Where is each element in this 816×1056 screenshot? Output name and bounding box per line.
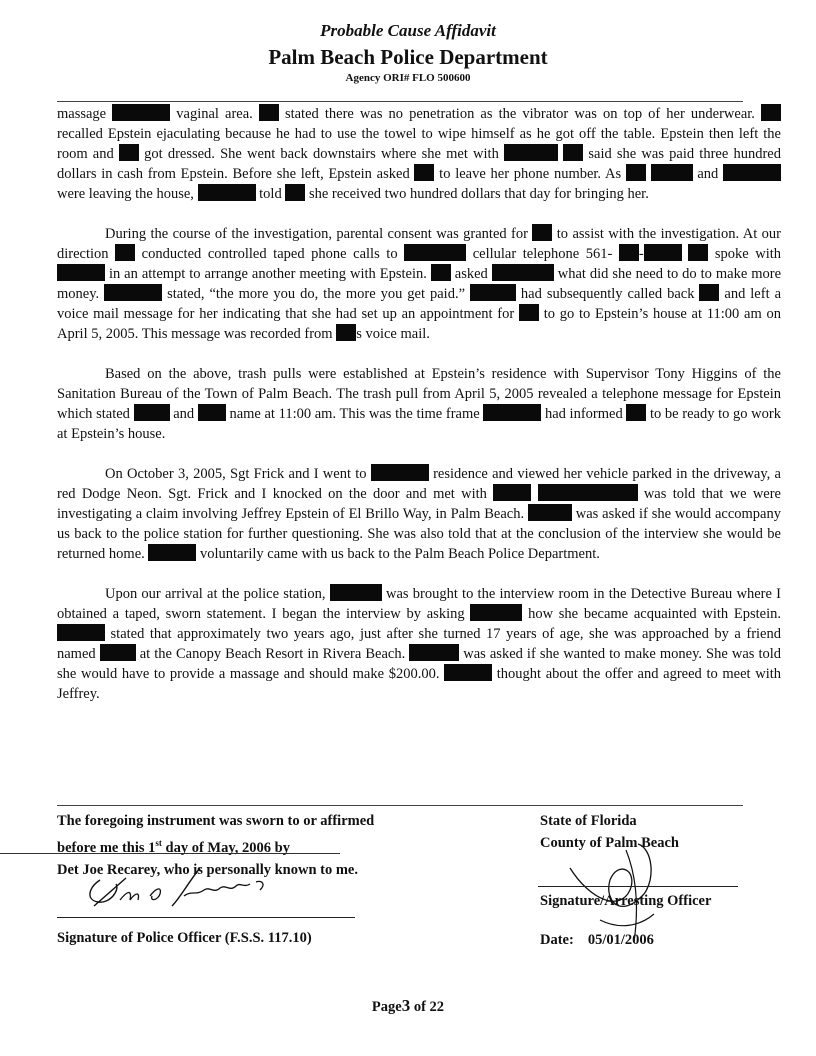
sworn-line-1: The foregoing instrument was sworn to or affirmed bbox=[57, 813, 375, 829]
body-paragraph bbox=[57, 104, 781, 204]
paragraph-text: was asked if she wanted to make money. She was told she would have to provide a massage and should make $200.00. bbox=[57, 646, 781, 682]
redaction-box bbox=[504, 144, 558, 161]
paragraph-text: residence and viewed her vehicle parked in the driveway, a red Dodge Neon. Sgt. Frick and I knocked on the door and met with bbox=[57, 466, 781, 502]
redaction-box bbox=[619, 244, 639, 261]
paragraph-text: got dressed. She went back downstairs where she met with bbox=[138, 146, 504, 162]
paragraph-text: Based on the above, trash pulls were established at Epstein’s residence with Supervisor Tony Higgins of the Sanitation Bureau of the Town of Palm Beach. The trash pull from April 5, 2005 revealed a telephone message for Epstein which stated bbox=[57, 366, 781, 422]
department-title: Palm Beach Police Department bbox=[268, 45, 548, 69]
date-label: Date: bbox=[540, 932, 574, 948]
redaction-box bbox=[519, 304, 539, 321]
paragraph-text: said she was paid three hundred dollars in cash from Epstein. Before she left, Epstein asked bbox=[57, 146, 781, 182]
redaction-box bbox=[699, 284, 719, 301]
redaction-box bbox=[285, 184, 305, 201]
redaction-box bbox=[688, 244, 708, 261]
redaction-box bbox=[100, 644, 136, 661]
date-row bbox=[540, 932, 654, 949]
redaction-box bbox=[115, 244, 135, 261]
body-paragraph bbox=[57, 224, 781, 344]
redaction-box bbox=[492, 264, 554, 281]
redaction-box bbox=[104, 284, 162, 301]
date-value: 05/01/2006 bbox=[587, 932, 654, 948]
paragraph-text: to go to Epstein’s house at 11:00 am on April 5, 2005. This message was recorded from bbox=[57, 306, 781, 342]
paragraph-text: told bbox=[255, 186, 286, 202]
paragraph-text: to be ready to go work at Epstein’s house. bbox=[57, 406, 781, 442]
paragraph-text: Upon our arrival at the police station, bbox=[105, 586, 330, 602]
redaction-box bbox=[532, 224, 552, 241]
redaction-box bbox=[409, 644, 459, 661]
paragraph-text: what did she need to do to make more money. bbox=[57, 266, 782, 302]
redaction-box bbox=[414, 164, 434, 181]
paragraph-text: stated, “the more you do, the more you get paid.” bbox=[162, 286, 470, 302]
paragraph-text: she received two hundred dollars that day for bringing her. bbox=[305, 186, 649, 202]
redaction-box bbox=[493, 484, 531, 501]
redaction-box bbox=[626, 164, 646, 181]
redaction-box bbox=[330, 584, 382, 601]
paragraph-text: On October 3, 2005, Sgt Frick and I went to bbox=[105, 466, 371, 482]
county-label: County of Palm Beach bbox=[540, 835, 679, 851]
agency-ori: Agency ORI# FLO 500600 bbox=[345, 72, 471, 84]
paragraph-text: and left a voice mail message for her indicating that she had set up an appointment for bbox=[57, 286, 782, 322]
redaction-box bbox=[470, 284, 516, 301]
redaction-box bbox=[198, 404, 226, 421]
redaction-box bbox=[371, 464, 429, 481]
redaction-box bbox=[644, 244, 682, 261]
paragraph-text: recalled Epstein ejaculating because he had to use the towel to wipe himself as he got off the table. Epstein then left the room and bbox=[57, 126, 781, 162]
body-paragraph bbox=[57, 464, 781, 564]
paragraph-text: how she became acquainted with Epstein. bbox=[522, 606, 781, 622]
redaction-box bbox=[57, 264, 105, 281]
state-label: State of Florida bbox=[540, 813, 637, 829]
redaction-box bbox=[431, 264, 451, 281]
redaction-box bbox=[470, 604, 522, 621]
paragraph-text: stated there was no penetration as the vibrator was on top of her underwear. bbox=[278, 106, 761, 122]
document-subtitle: Probable Cause Affidavit bbox=[320, 21, 496, 40]
affidavit-body bbox=[57, 104, 781, 704]
paragraph-text: name at 11:00 am. This was the time frame bbox=[225, 406, 484, 422]
redaction-box bbox=[528, 504, 572, 521]
paragraph-text bbox=[682, 246, 689, 262]
paragraph-text: asked bbox=[450, 266, 492, 282]
paragraph-text: and bbox=[692, 166, 724, 182]
sworn-line-3: Det Joe Recarey, who is personally known to me. bbox=[57, 861, 358, 878]
redaction-box bbox=[444, 664, 492, 681]
redaction-box bbox=[336, 324, 356, 341]
paragraph-text: conducted controlled taped phone calls to bbox=[135, 246, 405, 262]
sworn-line-2: before me this 1st day of May, 2006 by bbox=[57, 838, 290, 856]
paragraph-text: was told that we were investigating a claim involving Jeffrey Epstein of El Brillo Way, in Palm Beach. bbox=[57, 486, 781, 522]
redaction-box bbox=[761, 104, 781, 121]
paragraph-text: was asked if she would accompany us back to the police station for further questioning. She was also told that at the conclusion of the interview she would be returned home. bbox=[57, 506, 781, 562]
redaction-box bbox=[119, 144, 139, 161]
paragraph-text: - bbox=[638, 246, 644, 262]
document-header bbox=[0, 20, 816, 85]
paragraph-text: During the course of the investigation, parental consent was granted for bbox=[105, 226, 533, 242]
paragraph-text: thought about the offer and agreed to meet with Jeffrey. bbox=[57, 666, 782, 702]
arresting-officer-label: Signature/Arresting Officer bbox=[540, 893, 712, 909]
paragraph-text: had informed bbox=[541, 406, 627, 422]
redaction-box bbox=[723, 164, 781, 181]
redaction-box bbox=[626, 404, 646, 421]
body-paragraph bbox=[57, 584, 781, 704]
redaction-box bbox=[134, 404, 170, 421]
redaction-box bbox=[148, 544, 196, 561]
redaction-box bbox=[57, 624, 105, 641]
redaction-box bbox=[538, 484, 638, 501]
redaction-box bbox=[198, 184, 256, 201]
page-number: Page3 of 22 bbox=[371, 996, 445, 1015]
redaction-box bbox=[259, 104, 279, 121]
paragraph-text: spoke with bbox=[708, 246, 782, 262]
paragraph-text: was brought to the interview room in the Detective Bureau where I obtained a taped, sworn statement. I began the interview by asking bbox=[57, 586, 781, 622]
redaction-box bbox=[112, 104, 170, 121]
arresting-signature-line bbox=[538, 886, 738, 887]
paragraph-text: and bbox=[169, 406, 198, 422]
paragraph-text: vaginal area. bbox=[170, 106, 259, 122]
footer-rule bbox=[57, 805, 743, 806]
strike-through-line bbox=[0, 853, 340, 854]
redaction-box bbox=[404, 244, 466, 261]
paragraph-text: massage bbox=[57, 106, 113, 122]
body-paragraph bbox=[57, 364, 781, 444]
paragraph-text: s voice mail. bbox=[356, 326, 430, 342]
officer-signature-label: Signature of Police Officer (F.S.S. 117.10) bbox=[57, 930, 312, 946]
officer-signature-image bbox=[80, 860, 300, 916]
paragraph-text: at the Canopy Beach Resort in Rivera Beach. bbox=[135, 646, 410, 662]
redaction-box bbox=[563, 144, 583, 161]
officer-signature-line bbox=[57, 917, 355, 918]
redaction-box bbox=[651, 164, 693, 181]
redaction-box bbox=[483, 404, 541, 421]
paragraph-text: to leave her phone number. As bbox=[434, 166, 626, 182]
paragraph-text: in an attempt to arrange another meeting with Epstein. bbox=[105, 266, 431, 282]
paragraph-text: had subsequently called back bbox=[515, 286, 700, 302]
paragraph-text: voluntarily came with us back to the Palm Beach Police Department. bbox=[196, 546, 600, 562]
header-rule bbox=[57, 101, 743, 102]
paragraph-text: stated that approximately two years ago, just after she turned 17 years of age, she was approached by a friend named bbox=[57, 626, 781, 662]
paragraph-text: to assist with the investigation. At our direction bbox=[57, 226, 781, 262]
paragraph-text: were leaving the house, bbox=[57, 186, 198, 202]
paragraph-text: cellular telephone 561- bbox=[466, 246, 619, 262]
